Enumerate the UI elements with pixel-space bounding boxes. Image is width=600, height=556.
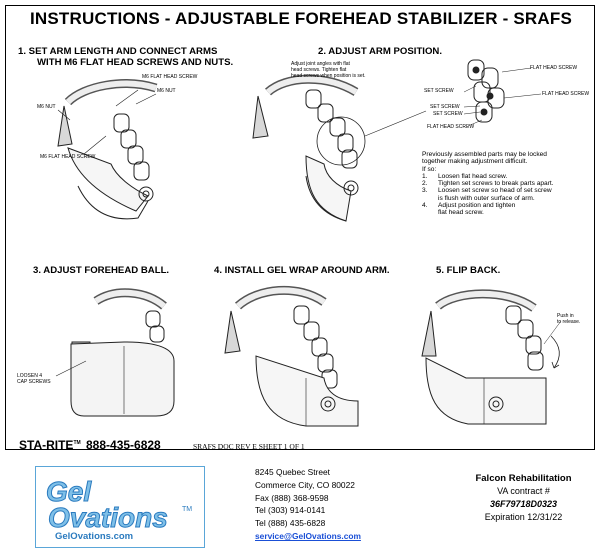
step-1-illustration [58, 84, 156, 219]
adjust-joint-note [291, 61, 365, 79]
step-1-line-1: 1. SET ARM LENGTH AND CONNECT ARMS [18, 46, 218, 57]
page-title: INSTRUCTIONS - ADJUSTABLE FOREHEAD STABILIZER - SRAFS [29, 9, 572, 28]
step-3-heading: 3. ADJUST FOREHEAD BALL. [33, 265, 170, 276]
loosen-cap-screws-label [17, 373, 51, 385]
note-intro-line-2: together making adjustment difficult. [422, 158, 528, 166]
sta-rite-brand [19, 438, 81, 452]
note-item: 2. Tighten set screws to break parts apart. [422, 180, 554, 188]
step-5-heading: 5. FLIP BACK. [436, 265, 501, 276]
gelovations-logo-box [35, 466, 205, 548]
adjust-note-line-3: head screws when position is set. [291, 73, 366, 79]
loosen-line-1: LOOSEN 4 [17, 373, 43, 379]
sta-rite-phone: 888-435-6828 [86, 438, 161, 452]
push-line-1: Push in [557, 313, 574, 319]
phone-number-1: Tel (303) 914-0141 [255, 505, 326, 516]
m6-flat-head-screw-label-bottom: M6 FLAT HEAD SCREW [40, 154, 96, 160]
adjust-note-line-2: head screws. Tighten flat [291, 67, 347, 73]
step-1-line-2: WITH M6 FLAT HEAD SCREWS AND NUTS. [37, 57, 234, 68]
note-item: 4. Adjust position and tighten [422, 202, 516, 210]
note-intro-line-1: Previously assembled parts may be locked [422, 151, 547, 158]
m6-flat-head-screw-label-top: M6 FLAT HEAD SCREW [142, 74, 198, 80]
adjustment-note [422, 151, 597, 217]
address-street: 8245 Quebec Street [255, 467, 330, 477]
note-item: 3. Loosen set screw so head of set screw [422, 187, 552, 195]
step-4-heading: 4. INSTALL GEL WRAP AROUND ARM. [214, 265, 390, 276]
contract-label: VA contract # [497, 486, 550, 496]
contract-number: 36F79718D0323 [489, 499, 558, 509]
step-2-illustration [253, 79, 426, 221]
contract-expiration: Expiration 12/31/22 [484, 512, 563, 522]
m6-nut-label-left: M6 NUT [37, 104, 56, 110]
loosen-line-2: CAP SCREWS [17, 379, 51, 385]
note-item: is flush with outer surface of arm. [438, 194, 535, 202]
brand-trademark: TM [73, 440, 81, 446]
flat-head-screw-label-2: FLAT HEAD SCREW [542, 91, 590, 97]
flat-head-screw-label-3: FLAT HEAD SCREW [427, 124, 475, 130]
address-city: Commerce City, CO 80022 [255, 479, 355, 490]
logo-word-ovations: Ovations [48, 502, 168, 531]
note-item: flat head screw. [438, 209, 484, 217]
vendor-name: Falcon Rehabilitation [475, 473, 572, 484]
note-intro-line-3: If so: [422, 165, 437, 173]
fax-number: Fax (888) 368-9598 [255, 492, 329, 503]
note-item: 1. Loosen flat head screw. [422, 172, 508, 180]
m6-nut-label-right: M6 NUT [157, 88, 176, 94]
brand-name: STA-RITE [19, 438, 74, 452]
set-screw-label-1: SET SCREW [424, 88, 454, 94]
flat-head-screw-label-1: FLAT HEAD SCREW [530, 65, 578, 71]
phone-number-2: Tel (888) 435-6828 [255, 518, 326, 529]
document-revision: SRAFS DOC REV E SHEET 1 OF 1 [193, 442, 305, 451]
step-3-illustration [56, 293, 174, 416]
vendor-info [461, 472, 586, 524]
push-release-label [557, 313, 580, 325]
step-2-heading: 2. ADJUST ARM POSITION. [318, 46, 443, 57]
set-screw-label-2: SET SCREW [430, 104, 460, 110]
logo-word-gel: Gel [46, 476, 92, 507]
push-line-2: to release. [557, 319, 581, 325]
company-address [255, 466, 361, 543]
gelovations-logo [42, 473, 200, 531]
company-footer [5, 466, 595, 550]
set-screw-label-3: SET SCREW [433, 111, 463, 117]
email-link[interactable]: service@GelOvations.com [255, 530, 361, 541]
instruction-sheet [5, 5, 595, 450]
adjust-note-line-1: Adjust joint angles with flat [291, 61, 350, 67]
website-link[interactable]: GelOvations.com [55, 531, 134, 542]
step-5-illustration [422, 294, 561, 424]
step-4-illustration [225, 290, 358, 426]
logo-trademark: TM [182, 506, 193, 513]
